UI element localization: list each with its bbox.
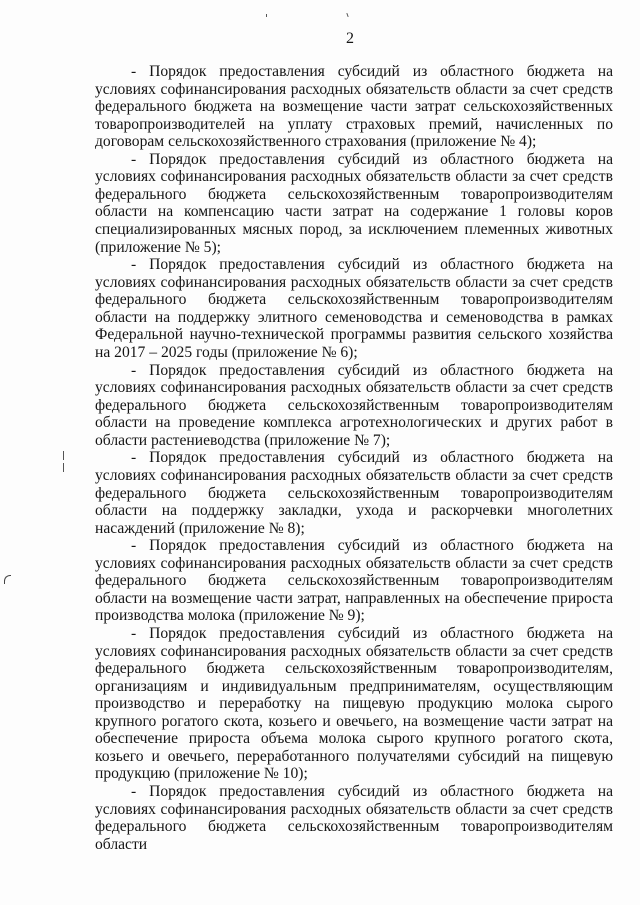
paragraph-appendix-5: - Порядок предоставления субсидий из областного бюджета на условиях софинансирования расходных обязательств области за счет средств федерального бюджета сельскохозяйственным товаропроизводителям области на компенсацию части затрат на содержание 1 головы коров специализированных мясных пород, за исключением племенных животных (приложение № 5);: [95, 150, 613, 256]
paragraph-appendix-7: - Порядок предоставления субсидий из областного бюджета на условиях софинансирования расходных обязательств области за счет средств федерального бюджета сельскохозяйственным товаропроизводителям области на проведение комплекса агротехнологических и других работ в области растениеводства (приложение № 7);: [95, 361, 613, 449]
document-body: [95, 63, 613, 853]
paragraph-appendix-8: - Порядок предоставления субсидий из областного бюджета на условиях софинансирования расходных обязательств области за счет средств федерального бюджета сельскохозяйственным товаропроизводителям области на поддержку закладки, ухода и раскорчевки многолетних насаждений (приложение № 8);: [95, 449, 613, 537]
scan-mark: [63, 451, 64, 460]
paragraph-appendix-9: - Порядок предоставления субсидий из областного бюджета на условиях софинансирования расходных обязательств области за счет средств федерального бюджета сельскохозяйственным товаропроизводителям области на возмещение части затрат, направленных на обеспечение прироста производства молока (приложение № 9);: [95, 537, 613, 625]
page-number: 2: [346, 30, 354, 47]
paragraph-appendix-10: - Порядок предоставления субсидий из областного бюджета на условиях софинансирования расходных обязательств области за счет средств федерального бюджета сельскохозяйственным товаропроизводителям, организациям и индивидуальным предпринимателям, осуществляющим производство и переработку на пищевую продукцию молока сырого крупного рогатого скота, козьего и овечьего, на возмещение части затрат на обеспечение прироста объема молока сырого крупного рогатого скота, козьего и овечьего, переработанного получателями субсидий на пищевую продукцию (приложение № 10);: [95, 625, 613, 783]
scan-mark: [346, 13, 348, 17]
scan-mark: [266, 14, 267, 17]
scan-mark: [63, 463, 64, 472]
paragraph-appendix-4: - Порядок предоставления субсидий из областного бюджета на условиях софинансирования расходных обязательств области за счет средств федерального бюджета на возмещение части затрат сельскохозяйственных товаропроизводителей на уплату страховых премий, начисленных по договорам сельскохозяйственного страхования (приложение № 4);: [95, 63, 613, 151]
scan-mark: [4, 575, 11, 584]
paragraph-appendix-6: - Порядок предоставления субсидий из областного бюджета на условиях софинансирования расходных обязательств области за счет средств федерального бюджета сельскохозяйственным товаропроизводителям области на поддержку элитного семеноводства и семеноводства в рамках Федеральной научно-технической программы развития сельского хозяйства на 2017 – 2025 годы (приложение № 6);: [95, 256, 613, 361]
paragraph-continued: - Порядок предоставления субсидий из областного бюджета на условиях софинансирования расходных обязательств области за счет средств федерального бюджета сельскохозяйственным товаропроизводителям области: [95, 783, 613, 853]
